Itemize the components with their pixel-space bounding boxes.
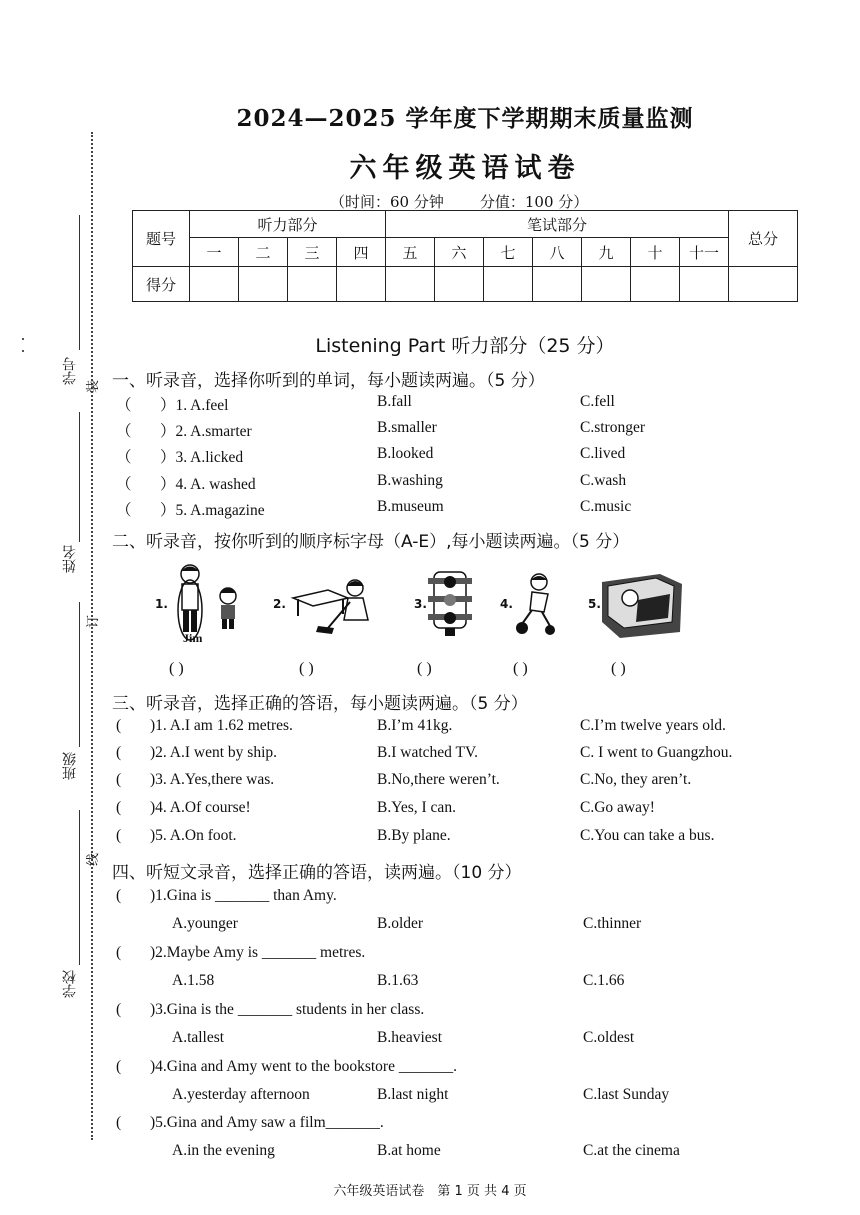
option-a: ）4. A. washed [160, 476, 256, 493]
margin-label-name: 姓名 [62, 545, 78, 573]
question-row [0, 827, 860, 847]
option-c: C. I went to Guangzhou. [580, 744, 733, 761]
option-b: B.fall [377, 393, 412, 410]
score-cell[interactable] [288, 267, 337, 302]
margin-label-school: 学校 [62, 970, 78, 998]
question-row [0, 472, 860, 492]
option-b: B.heaviest [377, 1029, 442, 1046]
total-header: 总分 [729, 211, 798, 267]
option-a: ）5. A.magazine [160, 502, 265, 519]
question-row [0, 1029, 860, 1049]
option-b: B.By plane. [377, 827, 451, 844]
option-c: C.You can take a bus. [580, 827, 715, 844]
answer-paren[interactable]: ( [116, 744, 122, 761]
row-label-score: 得分 [133, 267, 190, 302]
written-header: 笔试部分 [386, 211, 729, 238]
question-row [0, 972, 860, 992]
question-stem: )3.Gina is the _______ students in her class. [150, 1001, 425, 1018]
score-table [132, 210, 798, 302]
score-cell[interactable] [190, 267, 239, 302]
option-c: C.1.66 [583, 972, 625, 989]
question-number: 八 [533, 238, 582, 267]
bind-mark-ding: 订 [86, 614, 102, 629]
option-b: B.Yes, I can. [377, 799, 456, 816]
picture-jim-boys [170, 562, 245, 647]
score-cell[interactable] [337, 267, 386, 302]
answer-paren[interactable]: ( [116, 799, 122, 816]
picture-girl-sweeping [288, 568, 378, 638]
section-2-heading: 二、听录音，按你听到的顺序标字母（A-E）,每小题读两遍。（5 分） [112, 532, 630, 552]
answer-paren[interactable]: ( [116, 771, 122, 788]
exam-subtitle: 六年级英语试卷 [349, 153, 581, 184]
question-row [0, 717, 860, 737]
score-cell[interactable] [239, 267, 288, 302]
question-number: 十一 [680, 238, 729, 267]
answer-paren[interactable]: ( [116, 827, 122, 844]
option-b: B.looked [377, 445, 434, 462]
option-a: A.younger [172, 915, 238, 932]
answer-paren-3[interactable]: ( ) [417, 660, 432, 677]
question-row [0, 1058, 860, 1078]
question-row [0, 744, 860, 764]
option-c: C.fell [580, 393, 615, 410]
option-c: C.at the cinema [583, 1142, 680, 1159]
option-b: B.museum [377, 498, 444, 515]
option-c: C.oldest [583, 1029, 635, 1046]
question-row [0, 771, 860, 791]
option-a: A.tallest [172, 1029, 225, 1046]
question-number: 一 [190, 238, 239, 267]
option-c: C.lived [580, 445, 626, 462]
option-b: B.last night [377, 1086, 449, 1103]
question-number: 二 [239, 238, 288, 267]
score-cell[interactable] [533, 267, 582, 302]
score-cell[interactable] [386, 267, 435, 302]
student-id-line [79, 215, 80, 350]
question-row [0, 393, 860, 413]
option-a: )3. A.Yes,there was. [150, 771, 275, 788]
answer-paren[interactable]: ( [116, 887, 122, 904]
answer-paren-1[interactable]: ( ) [169, 660, 184, 677]
option-b: B.No,there weren’t. [377, 771, 500, 788]
answer-paren[interactable]: （ [116, 449, 132, 466]
option-b: B.1.63 [377, 972, 419, 989]
score-cell[interactable] [582, 267, 631, 302]
question-row [0, 445, 860, 465]
option-a: )1. A.I am 1.62 metres. [150, 717, 293, 734]
option-a: A.in the evening [172, 1142, 275, 1159]
answer-paren[interactable]: ( [116, 1001, 122, 1018]
bind-mark-xian: 线 [86, 852, 102, 867]
score-cell[interactable] [484, 267, 533, 302]
answer-paren-4[interactable]: ( ) [513, 660, 528, 677]
section-3-heading: 三、听录音，选择正确的答语，每小题读两遍。（5 分） [112, 694, 528, 714]
option-c: C.stronger [580, 419, 646, 436]
question-stem: )4.Gina and Amy went to the bookstore _______. [150, 1058, 457, 1075]
question-row [0, 1142, 860, 1162]
option-a: A.yesterday afternoon [172, 1086, 310, 1103]
question-row [0, 1086, 860, 1106]
option-c: C.No, they aren’t. [580, 771, 692, 788]
picture-number: 2. [273, 597, 286, 611]
question-number: 九 [582, 238, 631, 267]
option-c: C.music [580, 498, 632, 515]
answer-paren[interactable]: （ [116, 397, 132, 414]
option-b: B.smaller [377, 419, 437, 436]
question-number: 六 [435, 238, 484, 267]
option-a: )5. A.On foot. [150, 827, 237, 844]
answer-paren[interactable]: ( [116, 1114, 122, 1131]
margin-label-student-id: 学号 [62, 357, 78, 385]
question-row [0, 498, 860, 518]
option-a: A.1.58 [172, 972, 215, 989]
question-number: 十 [631, 238, 680, 267]
question-number: 三 [288, 238, 337, 267]
answer-paren-5[interactable]: ( ) [611, 660, 626, 677]
picture-number: 5. [588, 597, 601, 611]
option-c: C.I’m twelve years old. [580, 717, 726, 734]
listening-header: 听力部分 [190, 211, 386, 238]
picture-sleeping-in-bed [600, 572, 685, 640]
option-a: ）2. A.smarter [160, 423, 252, 440]
question-number: 七 [484, 238, 533, 267]
bind-mark-zhuang: 装 [86, 379, 102, 394]
option-a: )2. A.I went by ship. [150, 744, 278, 761]
option-c: C.thinner [583, 915, 642, 932]
question-row [0, 915, 860, 935]
option-b: B.I watched TV. [377, 744, 479, 761]
section-4-heading: 四、听短文录音，选择正确的答语，读两遍。（10 分） [112, 863, 522, 883]
question-stem: )5.Gina and Amy saw a film_______. [150, 1114, 384, 1131]
option-c: C.Go away! [580, 799, 655, 816]
option-a: ）3. A.licked [160, 449, 244, 466]
picture-number: 4. [500, 597, 513, 611]
picture-traffic-light [428, 570, 473, 638]
question-stem: )1.Gina is _______ than Amy. [150, 887, 337, 904]
score-cell[interactable] [435, 267, 484, 302]
option-c: C.last Sunday [583, 1086, 670, 1103]
option-a: )4. A.Of course! [150, 799, 251, 816]
question-number: 五 [386, 238, 435, 267]
page-footer: 六年级英语试卷 第 1 页 共 4 页 [333, 1184, 527, 1199]
question-row [0, 944, 860, 964]
exam-info [330, 191, 624, 212]
answer-paren[interactable]: （ [116, 502, 132, 519]
picture-caption-jim: Jim [183, 631, 203, 645]
score-cell[interactable] [729, 267, 798, 302]
margin-label-class: 班级 [62, 752, 78, 780]
option-a: ）1. A.feel [160, 397, 229, 414]
option-c: C.wash [580, 472, 627, 489]
row-label-question-no: 题号 [133, 211, 190, 267]
picture-boy-riding [512, 572, 562, 638]
score-cell[interactable] [680, 267, 729, 302]
picture-number: 3. [414, 597, 427, 611]
answer-paren-2[interactable]: ( ) [299, 660, 314, 677]
section-1-heading: 一、听录音，选择你听到的单词，每小题读两遍。（5 分） [112, 371, 545, 391]
listening-part-title: Listening Part 听力部分（25 分） [315, 335, 615, 357]
answer-paren[interactable]: ( [116, 717, 122, 734]
question-number: 四 [337, 238, 386, 267]
question-row [0, 419, 860, 439]
exam-title: 2024—2025 学年度下学期期末质量监测 [236, 105, 694, 132]
question-row [0, 1114, 860, 1134]
answer-paren[interactable]: （ [116, 423, 132, 440]
question-row [0, 799, 860, 819]
question-row [0, 1001, 860, 1021]
option-b: B.washing [377, 472, 443, 489]
question-row [0, 887, 860, 907]
option-b: B.older [377, 915, 424, 932]
option-b: B.I’m 41kg. [377, 717, 453, 734]
exam-time: （时间：60 分钟 [330, 193, 444, 211]
question-stem: )2.Maybe Amy is _______ metres. [150, 944, 366, 961]
answer-paren[interactable]: （ [116, 476, 132, 493]
answer-paren[interactable]: ( [116, 944, 122, 961]
option-b: B.at home [377, 1142, 441, 1159]
score-cell[interactable] [631, 267, 680, 302]
picture-number: 1. [155, 597, 168, 611]
exam-score: 分值：100 分） [479, 193, 589, 211]
answer-paren[interactable]: ( [116, 1058, 122, 1075]
